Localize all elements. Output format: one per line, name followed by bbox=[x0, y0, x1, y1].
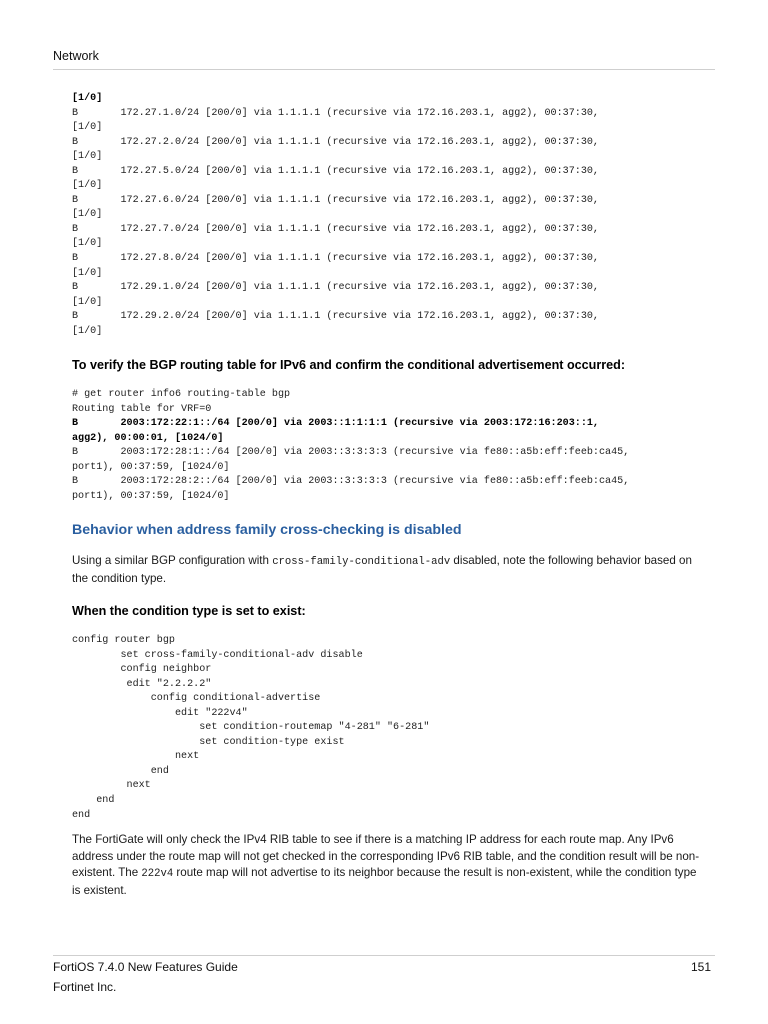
config-line: edit "222v4" bbox=[72, 707, 248, 719]
route-entry: B 2003:172:28:2::/64 [200/0] via 2003::3:3:3:3 (recursive via fe80::a5b:eff:feeb:ca45, port1), 00:37:59, [1024/0] bbox=[72, 476, 630, 502]
config-line: edit "2.2.2.2" bbox=[72, 678, 212, 690]
vrf-line: Routing table for VRF=0 bbox=[72, 403, 212, 415]
route-entry-active: B 2003:172:22:1::/64 [200/0] via 2003::1:1:1:1 (recursive via 2003:172:16:203::1, agg2), 00:00:01, [1024/0] bbox=[72, 418, 599, 444]
config-line: config neighbor bbox=[72, 664, 212, 676]
route-entry: B 172.27.7.0/24 [200/0] via 1.1.1.1 (recursive via 172.16.203.1, agg2), 00:37:30, [1/0] bbox=[72, 223, 599, 250]
config-line: next bbox=[72, 751, 200, 763]
footer-divider bbox=[53, 955, 715, 956]
ipv4-route-output bbox=[72, 92, 599, 339]
route-entry: B 172.27.1.0/24 [200/0] via 1.1.1.1 (recursive via 172.16.203.1, agg2), 00:37:30, [1/0] bbox=[72, 107, 599, 134]
verify-ipv6-heading: To verify the BGP routing table for IPv6 and confirm the conditional advertisement occurred: bbox=[72, 358, 626, 372]
config-line: end bbox=[72, 809, 91, 821]
config-line: end bbox=[72, 765, 169, 777]
config-line: config router bgp bbox=[72, 635, 175, 646]
route-entry: B 172.27.8.0/24 [200/0] via 1.1.1.1 (recursive via 172.16.203.1, agg2), 00:37:30, [1/0] bbox=[72, 253, 599, 279]
guide-title: FortiOS 7.4.0 New Features Guide bbox=[53, 960, 238, 974]
config-line: set condition-routemap "4-281" "6-281" bbox=[72, 722, 430, 734]
inline-code: 222v4 bbox=[141, 868, 174, 881]
section-heading: Behavior when address family cross-checking is disabled bbox=[72, 522, 462, 538]
inline-code: cross-family-conditional-adv bbox=[272, 556, 451, 568]
route-entry: B 172.27.2.0/24 [200/0] via 1.1.1.1 (recursive via 172.16.203.1, agg2), 00:37:30, [1/0] bbox=[72, 136, 599, 163]
exist-condition-heading: When the condition type is set to exist: bbox=[72, 604, 306, 618]
route-entry: B 172.27.6.0/24 [200/0] via 1.1.1.1 (recursive via 172.16.203.1, agg2), 00:37:30, [1/0] bbox=[72, 194, 599, 221]
footer-left bbox=[53, 958, 238, 997]
page-number: 151 bbox=[690, 960, 711, 974]
route-entry: B 172.29.1.0/24 [200/0] via 1.1.1.1 (recursive via 172.16.203.1, agg2), 00:37:30, [1/0] bbox=[72, 282, 599, 308]
route-entry: B 172.27.5.0/24 [200/0] via 1.1.1.1 (recursive via 172.16.203.1, agg2), 00:37:30, [1/0] bbox=[72, 165, 599, 192]
company-name: Fortinet Inc. bbox=[53, 979, 117, 994]
route-entry: B 172.29.2.0/24 [200/0] via 1.1.1.1 (recursive via 172.16.203.1, agg2), 00:37:30, [1/0] bbox=[72, 311, 599, 337]
config-line: set cross-family-conditional-adv disable bbox=[72, 649, 363, 661]
page-header-label: Network bbox=[53, 49, 99, 63]
config-code-block bbox=[72, 634, 429, 823]
conclusion-paragraph: The FortiGate will only check the IPv4 RIB table to see if there is a matching IP address for each route map. Any IPv6 address under the route map will not get checked in the corresponding IPv6 RIB table, and the condition result will be non-existent. The 222v4 route map will not advertise to its neighbor because the result is non-existent, while the condition type is existent. bbox=[72, 833, 700, 897]
command-line: # get router info6 routing-table bgp bbox=[72, 389, 291, 400]
config-line: end bbox=[72, 795, 115, 807]
route-entry: B 2003:172:28:1::/64 [200/0] via 2003::3:3:3:3 (recursive via fe80::a5b:eff:feeb:ca45, port1), 00:37:59, [1024/0] bbox=[72, 447, 630, 473]
intro-paragraph: Using a similar BGP configuration with cross-family-conditional-adv disabled, note the following behavior based on the condition type. bbox=[72, 554, 692, 585]
route-prefix-line: [1/0] bbox=[72, 93, 103, 104]
header-divider bbox=[53, 69, 715, 70]
config-line: set condition-type exist bbox=[72, 736, 345, 748]
ipv6-route-output bbox=[72, 388, 629, 504]
config-line: config conditional-advertise bbox=[72, 693, 321, 705]
config-line: next bbox=[72, 780, 151, 792]
